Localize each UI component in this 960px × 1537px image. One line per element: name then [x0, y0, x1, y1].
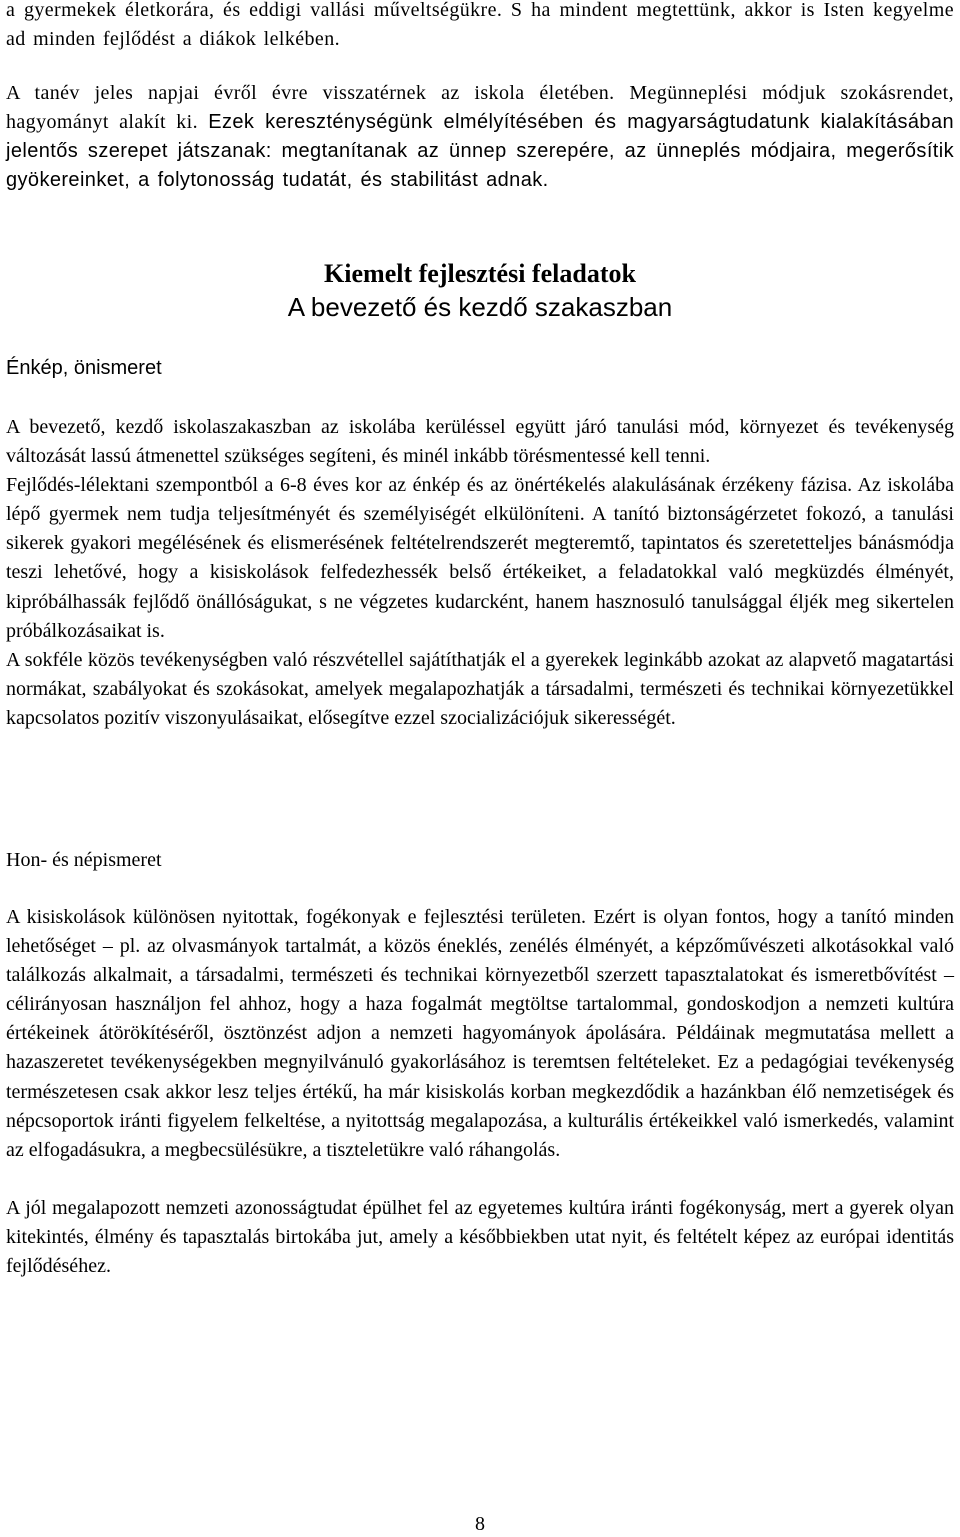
enkep-paragraph-1: A bevezető, kezdő iskolaszakaszban az iskolába kerüléssel együtt járó tanulási mód, környezet és tevékenység változását lassú átmenettel szükséges segíteni, és minél inkább törésmentessé kell tenni.: [6, 416, 954, 468]
intro-text: [6, 0, 954, 196]
intro-paragraph-1: a gyermekek életkorára, és eddigi vallási műveltségükre. S ha mindent megtettünk, akkor is Isten kegyelme ad minden fejlődést a diákok lelkében.: [6, 0, 954, 51]
section-enkep-body: [6, 413, 954, 733]
section-label-honismeret: Hon- és népismeret: [6, 849, 162, 871]
page-number: 8: [475, 1513, 485, 1535]
enkep-paragraph-3: A sokféle közös tevékenységben való részvétellel sajátíthatják el a gyerekek leginkább azokat az alapvető magatartási normákat, szabályokat és szokásokat, amelyek megalapozhatják a társadalmi, természeti és technikai környezetükkel kapcsolatos pozitív viszonyulásaikat, elősegítve ezzel szocializációjuk sikerességét.: [6, 648, 954, 729]
section-heading: [0, 258, 960, 324]
enkep-paragraph-2: Fejlődés-lélektani szempontból a 6-8 éves kor az énkép és az önértékelés alakulásának érzékeny fázisa. Az iskolába lépő gyermek nem tudja teljesítményét és személyiségét elkülöníteni. A tanító biztonságérzetet fokozó, a tanulási sikerek gyakori megélésének és elismerésének feltételrendszerét megteremtő, tapintatos és szeretetteljes bánásmódja teszi lehetővé, hogy a kisiskolások felfedezhessék belső értékeiket, a feladatokkal való megküzdés élményét, kipróbálhassák fejlődő önállóságukat, s ne végzetes kudarcként, hanem hasznosuló tanulsággal éljék meg sikertelen próbálkozásaikat is.: [6, 474, 954, 642]
section-label-enkep: Énkép, önismeret: [6, 357, 162, 379]
heading-subtitle: A bevezető és kezdő szakaszban: [287, 292, 673, 322]
intro-paragraph-2-serif: A tanév jeles napjai évről évre visszatérnek az iskola életében. Megünneplési módjuk szokásrendet, hagyományt alakít ki.: [6, 81, 954, 133]
section-honismeret-body: [6, 903, 954, 1281]
intro-paragraph-2-sans: Ezek kereszténységünk elmélyítésében és magyarságtudatunk kialakításában jelentős szerepet játszanak: megtanítanak az ünnep szerepére, az ünneplés módjaira, megerősítik gyökereinket, a folytonosság tudatát, és stabilitást adnak.: [6, 110, 954, 192]
honismeret-paragraph-1: A kisiskolások különösen nyitottak, fogékonyak e fejlesztési területen. Ezért is olyan fontos, hogy a tanító minden lehetőséget – pl. az olvasmányok tartalmát, a közös éneklés, zenélés élményét, a képzőművészeti alkotásokkal való találkozás alkalmait, a társadalmi, természeti és technikai környezetből szerzett tapasztalatokat és ismeretbővítést – célirányosan használjon fel ahhoz, hogy a haza fogalmát megtöltse tartalommal, gondoskodjon a nemzeti kultúra értékeinek átörökítéséről, ösztönzést adjon a nemzeti hagyományok ápolására. Példáinak megmutatása mellett a hazaszeretet tevékenységekben megnyilvánuló gyakorlásához is teremtsen feltételeket. Ez a pedagógiai tevékenység természetesen csak akkor lesz teljes értékű, ha már kisiskolás korban megkezdődik a hazánkban élő nemzetiségek és népcsoportok iránti figyelem felkeltése, a nyitottság megalapozása, a kulturális értékeikkel való ismerkedés, valamint az elfogadásukra, a megbecsülésükre, a tiszteletükre való ráhangolás.: [6, 906, 954, 1161]
honismeret-paragraph-2: A jól megalapozott nemzeti azonosságtudat épülhet fel az egyetemes kultúra iránti fogékonyság, mert a gyerek olyan kitekintés, élmény és tapasztalás birtokába jut, amely a későbbiekben utat nyit, és feltételt képez az európai identitás fejlődéséhez.: [6, 1196, 954, 1278]
heading-title: Kiemelt fejlesztési feladatok: [324, 259, 636, 288]
intro-paragraph-2: [6, 79, 954, 196]
